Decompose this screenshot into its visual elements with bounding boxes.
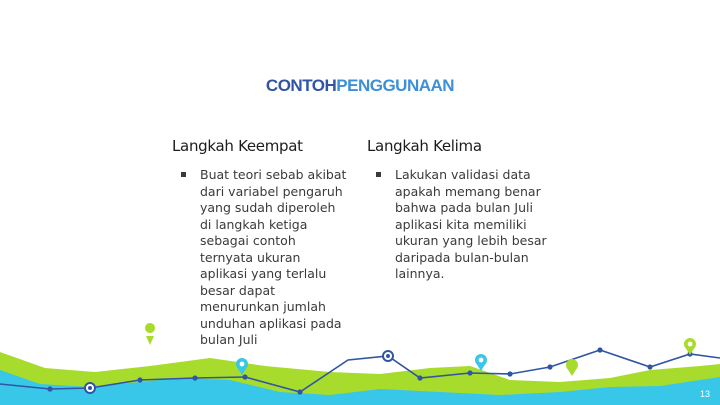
ring-marker	[386, 354, 390, 358]
decorative-wave-footer	[0, 320, 720, 405]
ring-marker	[88, 386, 92, 390]
slide-title	[0, 76, 720, 96]
page-number: 13	[699, 389, 710, 399]
pin-marker-green	[145, 323, 155, 345]
bullet-list	[367, 167, 552, 283]
column-heading: Langkah Keempat	[172, 137, 303, 155]
pin-marker-green	[684, 338, 696, 355]
column-langkah-keempat	[172, 137, 347, 349]
title-word-2: PENGGUNAAN	[336, 76, 455, 95]
column-langkah-kelima	[367, 137, 552, 283]
column-heading: Langkah Kelima	[367, 137, 482, 155]
bullet-item: Lakukan validasi data apakah memang benar bahwa pada bulan Juli aplikasi kita memiliki ukuran yang lebih besar daripada bulan-bulan lainnya.	[367, 167, 552, 283]
pin-marker-green	[566, 359, 578, 376]
bullet-item: Buat teori sebab akibat dari variabel pengaruh yang sudah diperoleh di langkah ketiga sebagai contoh ternyata ukuran aplikasi yang terlalu besar dapat menurunkan jumlah unduhan aplikasi pada bulan Juli	[172, 167, 347, 349]
title-word-1: CONTOH	[265, 76, 337, 95]
